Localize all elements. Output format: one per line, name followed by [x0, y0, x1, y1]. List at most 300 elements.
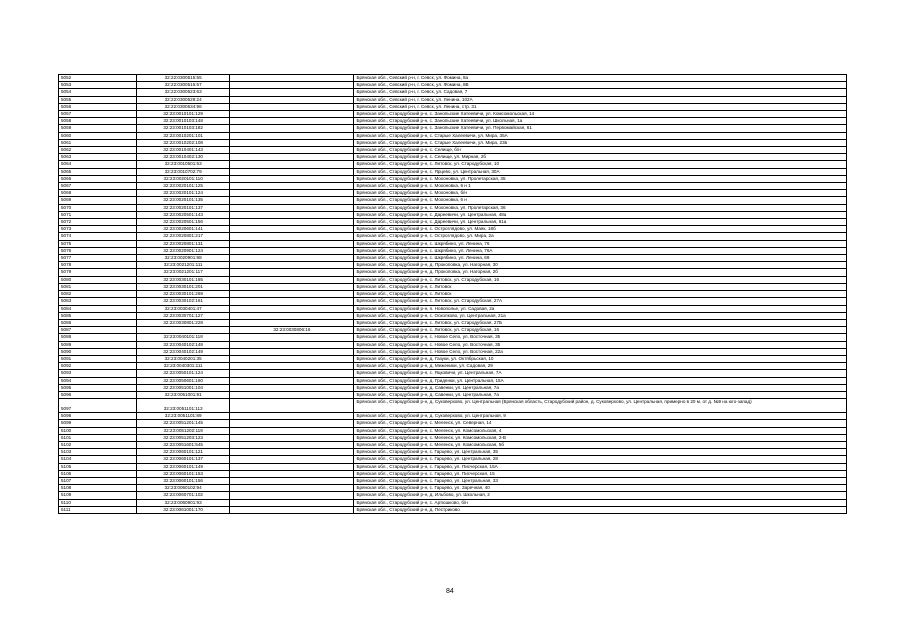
- cadastral-number-alt-cell: [230, 370, 354, 377]
- cadastral-number-alt-cell: [230, 139, 354, 146]
- cadastral-number-cell: 32:23:0030101:185: [136, 276, 229, 283]
- address-cell: Брянская обл., Севский р-н, г. Севск, ул. Садовая, 7: [354, 89, 847, 96]
- cadastral-number-alt-cell: [230, 190, 354, 197]
- table-row: [59, 427, 847, 434]
- address-cell: Брянская обл., Стародубский р-н, с. Селище, ул. Мирная, 2б: [354, 154, 847, 161]
- table-row: [59, 391, 847, 398]
- address-cell: Брянская обл., Стародубский р-н, с. Литовск, ул. Стародубская, 27А: [354, 298, 847, 305]
- address-cell: Брянская обл., Стародубский р-н, с. Мохоновка, ул. Пролетарская, 36: [354, 204, 847, 211]
- cadastral-number-alt-cell: [230, 363, 354, 370]
- cadastral-number-alt-cell: [230, 240, 354, 247]
- table-row: [59, 363, 847, 370]
- cadastral-number-cell: 32:23:0010101:129: [136, 111, 229, 118]
- cadastral-number-alt-cell: [230, 470, 354, 477]
- table-row: [59, 175, 847, 182]
- cadastral-number-alt-cell: [230, 449, 354, 456]
- table-row: [59, 283, 847, 290]
- table-row: [59, 75, 847, 82]
- cadastral-number-alt-cell: [230, 175, 354, 182]
- row-number-cell: 5089: [59, 341, 137, 348]
- cadastral-number-cell: 32:23:0010103:148: [136, 118, 229, 125]
- cadastral-number-cell: 32:23:0051101:113: [136, 399, 229, 413]
- row-number-cell: 5099: [59, 420, 137, 427]
- cadastral-number-alt-cell: [230, 219, 354, 226]
- cadastral-number-alt-cell: [230, 291, 354, 298]
- cadastral-number-cell: 32:23:0021201:117: [136, 269, 229, 276]
- cadastral-number-cell: 32:23:0020801:131: [136, 240, 229, 247]
- table-row: [59, 132, 847, 139]
- cadastral-number-alt-cell: [230, 355, 354, 362]
- cadastral-number-cell: 32:23:0010402:130: [136, 154, 229, 161]
- cadastral-number-cell: 32:23:0030401:47: [136, 305, 229, 312]
- row-number-cell: 5087: [59, 327, 137, 334]
- address-cell: Брянская обл., Стародубский р-н, с. Меленск, ул. Комсомольская, 2-В: [354, 434, 847, 441]
- cadastral-number-alt-cell: [230, 377, 354, 384]
- row-number-cell: 5111: [59, 506, 137, 513]
- cadastral-number-alt-cell: [230, 341, 354, 348]
- address-cell: Брянская обл., Стародубский р-н, с. Шкрябино, ул. Ленина, 76: [354, 240, 847, 247]
- address-cell: Брянская обл., Стародубский р-н, с. Литовск, ул. Стародубская, 27Б: [354, 319, 847, 326]
- cadastral-number-alt-cell: [230, 312, 354, 319]
- row-number-cell: 5058: [59, 118, 137, 125]
- address-cell: Брянская обл., Севский р-н, г. Севск, ул. Фомина, 8В: [354, 82, 847, 89]
- table-row: [59, 168, 847, 175]
- cadastral-number-alt-cell: [230, 391, 354, 398]
- cadastral-number-cell: 32:23:0060101:153: [136, 470, 229, 477]
- row-number-cell: 5102: [59, 441, 137, 448]
- row-number-cell: 5082: [59, 291, 137, 298]
- table-row: [59, 463, 847, 470]
- table-row: [59, 89, 847, 96]
- cadastral-number-alt-cell: [230, 226, 354, 233]
- table-row: [59, 334, 847, 341]
- row-number-cell: 5104: [59, 456, 137, 463]
- table-row: [59, 269, 847, 276]
- table-row: [59, 449, 847, 456]
- address-cell: Брянская обл., Стародубский р-н, д. Газуки, ул. Октябрьская, 10: [354, 355, 847, 362]
- cadastral-number-alt-cell: [230, 334, 354, 341]
- row-number-cell: 5107: [59, 477, 137, 484]
- cadastral-number-alt-cell: [230, 348, 354, 355]
- row-number-cell: 5074: [59, 233, 137, 240]
- cadastral-number-cell: 32:23:0020101:135: [136, 197, 229, 204]
- row-number-cell: 5059: [59, 125, 137, 132]
- address-cell: Брянская обл., Стародубский р-н, п. Новополье, ул. Садовая, 2а: [354, 305, 847, 312]
- table-row: [59, 506, 847, 513]
- cadastral-number-cell: 32:23:0010501:53: [136, 161, 229, 168]
- cadastral-number-cell: 32:23:0030701:127: [136, 312, 229, 319]
- address-cell: Брянская обл., Стародубский р-н, с. Остроглядово, ул. Маяк, 18б: [354, 226, 847, 233]
- row-number-cell: 5085: [59, 312, 137, 319]
- address-cell: Брянская обл., Стародубский р-н, д. Гриденки, ул. Центральная, 15А: [354, 377, 847, 384]
- cadastral-number-cell: 32:22:0300515:55: [136, 75, 229, 82]
- address-cell: Брянская обл., Севский р-н, г. Севск, ул. Фомина, 8а: [354, 75, 847, 82]
- table-row: [59, 355, 847, 362]
- cadastral-number-cell: 32:23:0051202:119: [136, 427, 229, 434]
- cadastral-number-cell: 32:23:0010202:108: [136, 139, 229, 146]
- cadastral-number-cell: 32:22:0300528:24: [136, 96, 229, 103]
- address-cell: Брянская обл., Стародубский р-н, с. Осколково, ул. Центральная, 21а: [354, 312, 847, 319]
- address-cell: Брянская обл., Стародубский р-н, с. Занопьские Хатеевичи, ул. Комсомольская, 14: [354, 111, 847, 118]
- address-cell: Брянская обл., Стародубский р-н, с. Литовск: [354, 283, 847, 290]
- table-row: [59, 413, 847, 420]
- cadastral-number-alt-cell: [230, 262, 354, 269]
- cadastral-number-alt-cell: [230, 75, 354, 82]
- address-cell: Брянская обл., Стародубский р-н, д. Прокоповка, ул. Нагорная, 30: [354, 262, 847, 269]
- address-cell: Брянская обл., Стародубский р-н, д. Суковерхово, ул. Центральная (Брянская область, Стародубский район, д. Суковерхово, ул. Центральная, примерно в 20 м. от д. №9 на юго-запад): [354, 399, 847, 413]
- row-number-cell: 5056: [59, 103, 137, 110]
- table-row: [59, 485, 847, 492]
- table-row: [59, 441, 847, 448]
- address-cell: Брянская обл., Стародубский р-н, д. Суковерхово, ул. Центральная, 9: [354, 413, 847, 420]
- row-number-cell: 5073: [59, 226, 137, 233]
- table-row: [59, 319, 847, 326]
- row-number-cell: 5054: [59, 89, 137, 96]
- row-number-cell: 5063: [59, 154, 137, 161]
- row-number-cell: 5110: [59, 499, 137, 506]
- cadastral-number-alt-cell: [230, 485, 354, 492]
- cadastral-number-cell: 32:22:0300515:57: [136, 82, 229, 89]
- cadastral-number-cell: 32:23:0030101:201: [136, 283, 229, 290]
- cadastral-number-alt-cell: 32:23:0030806:16: [230, 327, 354, 334]
- cadastral-number-alt-cell: [230, 276, 354, 283]
- row-number-cell: 5065: [59, 168, 137, 175]
- row-number-cell: 5072: [59, 219, 137, 226]
- cadastral-number-alt-cell: [230, 413, 354, 420]
- table-row: [59, 139, 847, 146]
- table-row: [59, 434, 847, 441]
- table-row: [59, 190, 847, 197]
- cadastral-number-alt-cell: [230, 283, 354, 290]
- address-cell: Брянская обл., Стародубский р-н, с. Меленск, ул. Комсомольская, 4: [354, 427, 847, 434]
- address-cell: Брянская обл., Стародубский р-н, с. Гарцево, ул. Писчерская, 15: [354, 470, 847, 477]
- table-row: [59, 499, 847, 506]
- registry-table: [58, 74, 847, 514]
- cadastral-number-cell: 32:23:0060102:94: [136, 485, 229, 492]
- row-number-cell: 5094: [59, 377, 137, 384]
- address-cell: Брянская обл., Стародубский р-н, с. Мохоновка, 6 н: [354, 197, 847, 204]
- row-number-cell: 5092: [59, 363, 137, 370]
- row-number-cell: 5060: [59, 132, 137, 139]
- cadastral-number-cell: 32:23:0051001:91: [136, 391, 229, 398]
- cadastral-number-alt-cell: [230, 305, 354, 312]
- cadastral-number-alt-cell: [230, 211, 354, 218]
- table-row: [59, 298, 847, 305]
- row-number-cell: 5057: [59, 111, 137, 118]
- cadastral-number-alt-cell: [230, 204, 354, 211]
- cadastral-number-alt-cell: [230, 506, 354, 513]
- address-cell: Брянская обл., Стародубский р-н, с. Шкрябино, ул. Ленина, 69: [354, 255, 847, 262]
- table-row: [59, 233, 847, 240]
- cadastral-number-cell: 32:23:0060101:156: [136, 477, 229, 484]
- row-number-cell: 5053: [59, 82, 137, 89]
- row-number-cell: 5084: [59, 305, 137, 312]
- row-number-cell: 5106: [59, 470, 137, 477]
- cadastral-number-cell: 32:22:0300523:63: [136, 89, 229, 96]
- table-row: [59, 240, 847, 247]
- row-number-cell: 5076: [59, 247, 137, 254]
- table-row: [59, 492, 847, 499]
- cadastral-number-cell: 32:23:0020901:124: [136, 247, 229, 254]
- cadastral-number-cell: 32:23:0010201:101: [136, 132, 229, 139]
- page-number: 84: [446, 588, 454, 595]
- row-number-cell: 5069: [59, 197, 137, 204]
- cadastral-number-alt-cell: [230, 269, 354, 276]
- cadastral-number-alt-cell: [230, 154, 354, 161]
- cadastral-number-cell: [136, 327, 229, 334]
- row-number-cell: 5097: [59, 399, 137, 413]
- address-cell: Брянская обл., Стародубский р-н, с. Мохоновка, б/н: [354, 190, 847, 197]
- cadastral-number-cell: 32:23:0040301:111: [136, 363, 229, 370]
- table-row: [59, 82, 847, 89]
- cadastral-number-cell: 32:23:0040201:35: [136, 355, 229, 362]
- address-cell: Брянская обл., Стародубский р-н, с. Новое Село, ул. Восточная, 35: [354, 341, 847, 348]
- table-row: [59, 147, 847, 154]
- table-row: [59, 204, 847, 211]
- cadastral-number-alt-cell: [230, 298, 354, 305]
- cadastral-number-alt-cell: [230, 233, 354, 240]
- table-row: [59, 118, 847, 125]
- address-cell: Брянская обл., Стародубский р-н, с. Старые Халеевичи, ул. Мира, 35А: [354, 132, 847, 139]
- row-number-cell: 5090: [59, 348, 137, 355]
- row-number-cell: 5109: [59, 492, 137, 499]
- row-number-cell: 5078: [59, 262, 137, 269]
- table-row: [59, 125, 847, 132]
- address-cell: Брянская обл., Стародубский р-н, с. Старые Халеевичи, ул. Мира, 23в: [354, 139, 847, 146]
- cadastral-number-alt-cell: [230, 103, 354, 110]
- cadastral-number-cell: 32:23:0020901:98: [136, 255, 229, 262]
- table-row: [59, 348, 847, 355]
- table-row: [59, 370, 847, 377]
- table-row: [59, 161, 847, 168]
- address-cell: Брянская обл., Стародубский р-н, с. Шкрябино, ул. Ленина, 76А: [354, 247, 847, 254]
- cadastral-number-cell: 32:23:0010401:143: [136, 147, 229, 154]
- cadastral-number-cell: 32:23:0021201:111: [136, 262, 229, 269]
- row-number-cell: 5068: [59, 190, 137, 197]
- cadastral-number-cell: 32:23:0051101:89: [136, 413, 229, 420]
- cadastral-number-alt-cell: [230, 147, 354, 154]
- table-row: [59, 103, 847, 110]
- address-cell: Брянская обл., Стародубский р-н, с. Остроглядово, ул. Мира, 2а: [354, 233, 847, 240]
- cadastral-number-alt-cell: [230, 89, 354, 96]
- address-cell: Брянская обл., Стародубский р-н, с. Дареевичи, ул. Центральная, 48а: [354, 211, 847, 218]
- row-number-cell: 5100: [59, 427, 137, 434]
- row-number-cell: 5083: [59, 298, 137, 305]
- cadastral-number-cell: 32:23:0030801:228: [136, 319, 229, 326]
- table-row: [59, 291, 847, 298]
- table-row: [59, 197, 847, 204]
- cadastral-number-cell: 32:23:0051201:145: [136, 420, 229, 427]
- address-cell: Брянская обл., Стародубский р-н, с. Меленск, ул. Северная, 14: [354, 420, 847, 427]
- address-cell: Брянская обл., Стародубский р-н, д. Ильбово, ул. Школьная, 2: [354, 492, 847, 499]
- row-number-cell: 5105: [59, 463, 137, 470]
- cadastral-number-alt-cell: [230, 319, 354, 326]
- cadastral-number-cell: 32:23:0060101:121: [136, 449, 229, 456]
- cadastral-number-cell: 32:23:0051601:545: [136, 441, 229, 448]
- cadastral-number-cell: 32:23:0020101:124: [136, 190, 229, 197]
- address-cell: Брянская обл., Стародубский р-н, с. Занопьские Хатеевичи, ул. Первомайская, 61: [354, 125, 847, 132]
- address-cell: Брянская обл., Севский р-н, г. Севск, ул. Ленина, 102А: [354, 96, 847, 103]
- cadastral-number-alt-cell: [230, 247, 354, 254]
- address-cell: Брянская обл., Стародубский р-н, д. Меженики, ул. Садовая, 29: [354, 363, 847, 370]
- cadastral-number-cell: 32:23:0030102:161: [136, 298, 229, 305]
- cadastral-number-cell: 32:23:0040102:148: [136, 341, 229, 348]
- address-cell: Брянская обл., Стародубский р-н, с. Гарцево, ул. Центральная, 35: [354, 449, 847, 456]
- row-number-cell: 5080: [59, 276, 137, 283]
- address-cell: Брянская обл., Стародубский р-н, с. Ярцево, ул. Центральная, 30А: [354, 168, 847, 175]
- cadastral-number-cell: 32:23:0060101:149: [136, 463, 229, 470]
- row-number-cell: 5066: [59, 175, 137, 182]
- cadastral-number-alt-cell: [230, 168, 354, 175]
- address-cell: Брянская обл., Стародубский р-н, с. Литовск: [354, 291, 847, 298]
- cadastral-number-cell: 32:23:0050601:160: [136, 377, 229, 384]
- row-number-cell: 5096: [59, 391, 137, 398]
- cadastral-number-cell: 32:23:0020501:156: [136, 219, 229, 226]
- table-row: [59, 312, 847, 319]
- address-cell: Брянская обл., Стародубский р-н, с. Литовск, ул. Стародубская, 16: [354, 327, 847, 334]
- cadastral-number-alt-cell: [230, 183, 354, 190]
- address-cell: Брянская обл., Стародубский р-н, с. Гарцево, ул. Центральная, 28: [354, 456, 847, 463]
- cadastral-number-alt-cell: [230, 420, 354, 427]
- address-cell: Брянская обл., Стародубский р-н, с. Гарцево, ул. Центральная, 33: [354, 477, 847, 484]
- row-number-cell: 5093: [59, 370, 137, 377]
- row-number-cell: 5055: [59, 96, 137, 103]
- table-row: [59, 470, 847, 477]
- address-cell: Брянская обл., Стародубский р-н, с. Мохоновка, ул. Пролетарская, 35: [354, 175, 847, 182]
- table-row: [59, 399, 847, 413]
- cadastral-number-cell: 32:23:0010702:79: [136, 168, 229, 175]
- row-number-cell: 5091: [59, 355, 137, 362]
- cadastral-number-alt-cell: [230, 434, 354, 441]
- address-cell: Брянская обл., Стародубский р-н, с. Литовск, ул. Стародубская, 16: [354, 276, 847, 283]
- cadastral-number-cell: 32:23:0020501:143: [136, 211, 229, 218]
- cadastral-number-cell: 32:23:0020101:137: [136, 204, 229, 211]
- cadastral-number-alt-cell: [230, 125, 354, 132]
- cadastral-number-cell: 32:23:0060901:93: [136, 499, 229, 506]
- table-row: [59, 305, 847, 312]
- cadastral-number-cell: 32:23:0040102:149: [136, 348, 229, 355]
- address-cell: Брянская обл., Стародубский р-н, с. Новое Село, ул. Восточная, 35: [354, 334, 847, 341]
- table-row: [59, 456, 847, 463]
- table-row: [59, 420, 847, 427]
- cadastral-number-alt-cell: [230, 111, 354, 118]
- cadastral-number-alt-cell: [230, 499, 354, 506]
- address-cell: Брянская обл., Стародубский р-н, д. Савенки, ул. Центральная, 7а: [354, 391, 847, 398]
- cadastral-number-cell: 32:23:0010103:182: [136, 125, 229, 132]
- table-row: [59, 377, 847, 384]
- cadastral-number-alt-cell: [230, 255, 354, 262]
- row-number-cell: 5077: [59, 255, 137, 262]
- row-number-cell: 5064: [59, 161, 137, 168]
- row-number-cell: 5103: [59, 449, 137, 456]
- row-number-cell: 5079: [59, 269, 137, 276]
- cadastral-number-alt-cell: [230, 441, 354, 448]
- table-row: [59, 341, 847, 348]
- cadastral-number-alt-cell: [230, 161, 354, 168]
- table-row: [59, 255, 847, 262]
- cadastral-number-cell: 32:23:0050101:124: [136, 370, 229, 377]
- address-cell: Брянская обл., Стародубский р-н, с. Артюшково, б/н: [354, 499, 847, 506]
- table-row: [59, 276, 847, 283]
- cadastral-number-cell: 32:23:0020101:125: [136, 183, 229, 190]
- table-row: [59, 262, 847, 269]
- address-cell: Брянская обл., Стародубский р-н, с. Селище, б/н: [354, 147, 847, 154]
- cadastral-number-cell: 32:23:0030101:269: [136, 291, 229, 298]
- table-row: [59, 96, 847, 103]
- address-cell: Брянская обл., Стародубский р-н, с. Литовск, ул. Стародубская, 10: [354, 161, 847, 168]
- cadastral-number-cell: 32:23:0060701:102: [136, 492, 229, 499]
- cadastral-number-cell: 32:23:0061001:170: [136, 506, 229, 513]
- address-cell: Брянская обл., Стародубский р-н, с. Меленск, ул. Комсомольская, 5б: [354, 441, 847, 448]
- address-cell: Брянская обл., Стародубский р-н, с. Яцковичи, ул. Центральная, 7А: [354, 370, 847, 377]
- table-row: [59, 219, 847, 226]
- address-cell: Брянская обл., Стародубский р-н, с. Дареевичи, ул. Центральная, 61а: [354, 219, 847, 226]
- cadastral-number-cell: 32:23:0020801:217: [136, 233, 229, 240]
- row-number-cell: 5101: [59, 434, 137, 441]
- cadastral-number-cell: 32:23:0051001:104: [136, 384, 229, 391]
- address-cell: Брянская обл., Стародубский р-н, с. Занопьские Хатеевичи, ул. Школьная, 1а: [354, 118, 847, 125]
- address-cell: Брянская обл., Стародубский р-н, с. Гарцево, ул. Заречная, 40: [354, 485, 847, 492]
- table-row: [59, 154, 847, 161]
- row-number-cell: 5081: [59, 283, 137, 290]
- cadastral-number-alt-cell: [230, 384, 354, 391]
- table-row: [59, 211, 847, 218]
- cadastral-number-alt-cell: [230, 456, 354, 463]
- address-cell: Брянская обл., Стародубский р-н, с. Новое Село, ул. Восточная, 22а: [354, 348, 847, 355]
- cadastral-number-alt-cell: [230, 197, 354, 204]
- row-number-cell: 5070: [59, 204, 137, 211]
- cadastral-number-alt-cell: [230, 463, 354, 470]
- cadastral-number-cell: 32:23:0020101:110: [136, 175, 229, 182]
- table-row: [59, 111, 847, 118]
- table-row: [59, 247, 847, 254]
- cadastral-number-alt-cell: [230, 399, 354, 413]
- cadastral-number-cell: 32:22:0300534:96: [136, 103, 229, 110]
- cadastral-number-alt-cell: [230, 492, 354, 499]
- row-number-cell: 5095: [59, 384, 137, 391]
- cadastral-number-cell: 32:23:0051203:123: [136, 434, 229, 441]
- address-cell: Брянская обл., Стародубский р-н, д. Савенки, ул. Центральная, 7а: [354, 384, 847, 391]
- row-number-cell: 5108: [59, 485, 137, 492]
- table-row: [59, 226, 847, 233]
- table-row: [59, 384, 847, 391]
- table-row: [59, 477, 847, 484]
- registry-table-body: [59, 75, 847, 514]
- row-number-cell: 5061: [59, 139, 137, 146]
- cadastral-number-alt-cell: [230, 477, 354, 484]
- cadastral-number-cell: 32:23:0020601:141: [136, 226, 229, 233]
- cadastral-number-alt-cell: [230, 96, 354, 103]
- row-number-cell: 5067: [59, 183, 137, 190]
- row-number-cell: 5062: [59, 147, 137, 154]
- address-cell: Брянская обл., Стародубский р-н, с. Гарцево, ул. Писчерская, 15А: [354, 463, 847, 470]
- cadastral-number-alt-cell: [230, 132, 354, 139]
- cadastral-number-cell: 32:23:0040101:118: [136, 334, 229, 341]
- row-number-cell: 5071: [59, 211, 137, 218]
- address-cell: Брянская обл., Стародубский р-н, с. Мохоновка, 6 н 1: [354, 183, 847, 190]
- cadastral-number-alt-cell: [230, 82, 354, 89]
- address-cell: Брянская обл., Севский р-н, г. Севск, ул. Ленина, стр. 31: [354, 103, 847, 110]
- row-number-cell: 5075: [59, 240, 137, 247]
- cadastral-number-alt-cell: [230, 427, 354, 434]
- address-cell: Брянская обл., Стародубский р-н, д. Пестриково: [354, 506, 847, 513]
- row-number-cell: 5098: [59, 413, 137, 420]
- row-number-cell: 5088: [59, 334, 137, 341]
- cadastral-number-alt-cell: [230, 118, 354, 125]
- table-row: [59, 327, 847, 334]
- table-row: [59, 183, 847, 190]
- row-number-cell: 5052: [59, 75, 137, 82]
